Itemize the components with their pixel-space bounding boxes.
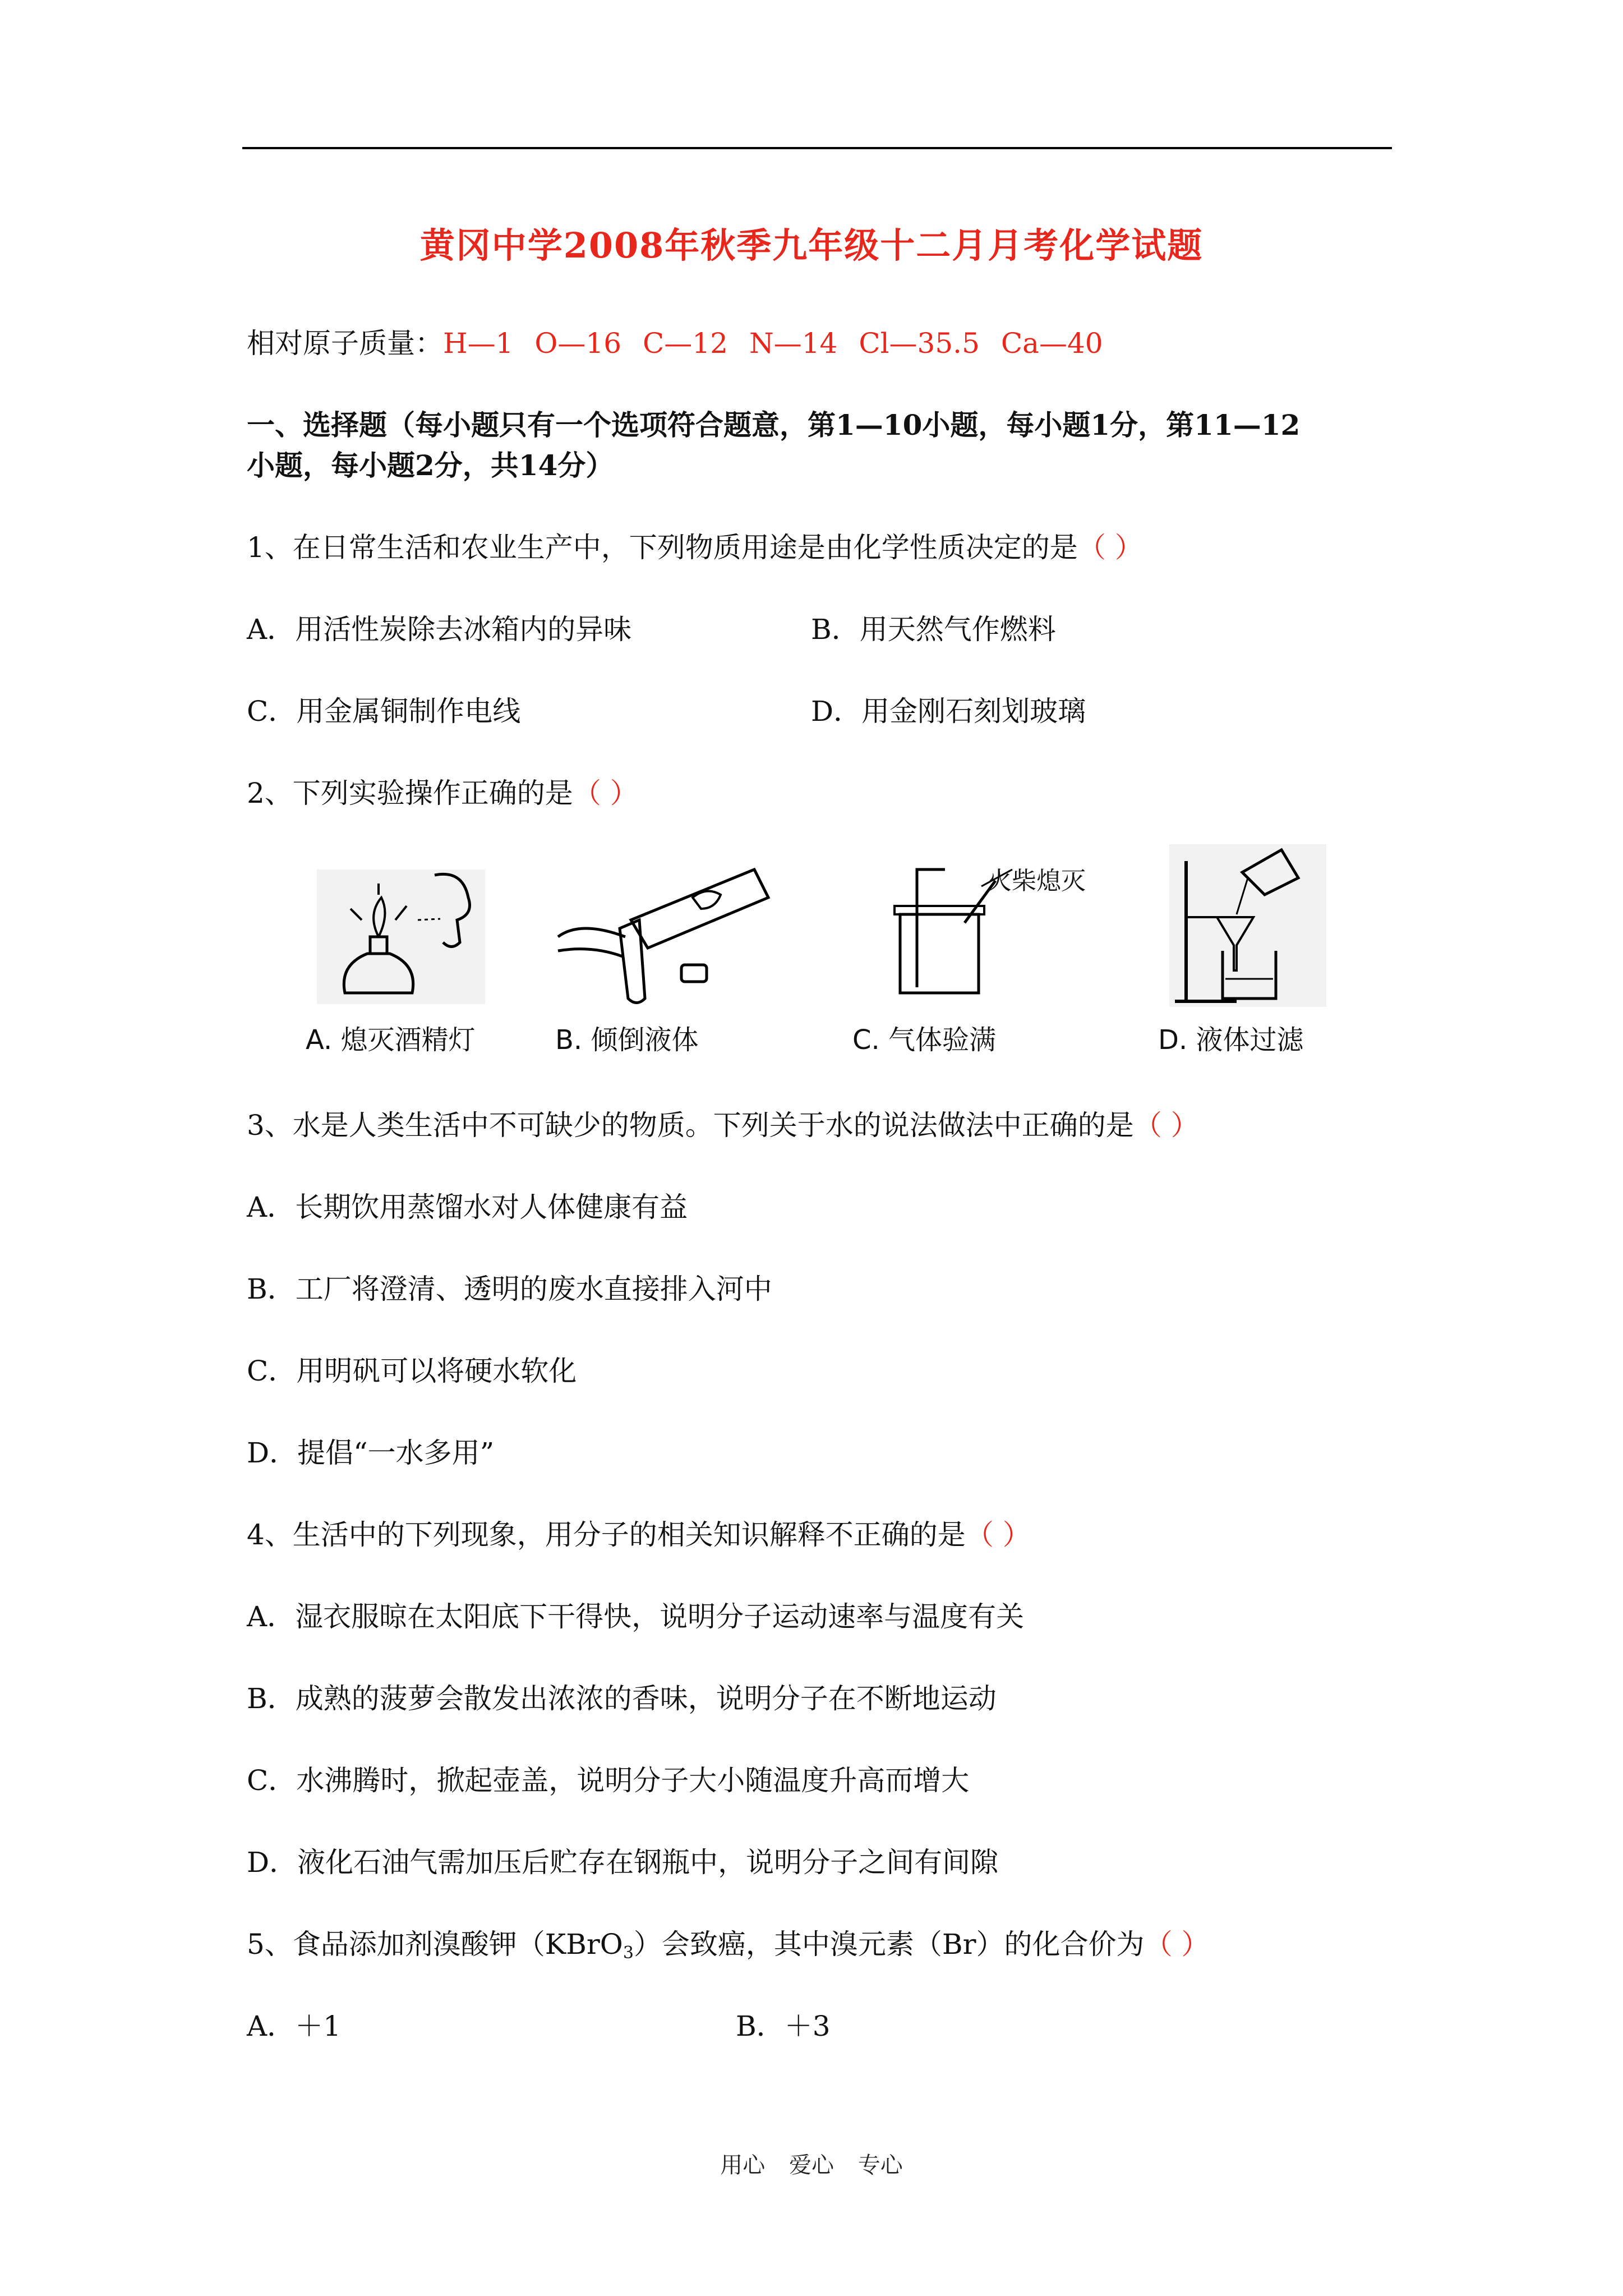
q2-stem <box>247 776 638 810</box>
q3-answer-paren: （ ） <box>1133 1109 1199 1142</box>
q5-answer-paren: （ ） <box>1144 1928 1210 1961</box>
q3-option-d: D．提倡“一水多用” <box>247 1437 495 1469</box>
q4-option-d: D．液化石油气需加压后贮存在钢瓶中，说明分子之间有间隙 <box>247 1846 999 1879</box>
lab-caption-c: C. 气体验满 <box>852 1024 997 1056</box>
pouring-liquid-illustration <box>547 853 782 1010</box>
header-rule <box>242 147 1392 149</box>
q1-stem <box>247 531 1143 564</box>
q1-option-c: C．用金属铜制作电线 <box>247 695 521 728</box>
atomic-mass-values <box>443 327 1124 360</box>
match-out-note: 火柴熄灭 <box>987 867 1086 895</box>
mass-h: H—1 <box>443 327 514 360</box>
q3-option-c: C．用明矾可以将硬水软化 <box>247 1355 577 1387</box>
lab-caption-b: B. 倾倒液体 <box>555 1024 699 1056</box>
filtration-illustration <box>1164 839 1332 1013</box>
q3-stem <box>247 1108 1199 1142</box>
q1-option-b: B．用天然气作燃料 <box>811 613 1056 646</box>
q5-stem-pre: 5、食品添加剂溴酸钾（KBrO <box>247 1928 623 1961</box>
q2-figure <box>306 853 1332 1066</box>
q4-stem <box>247 1518 1031 1552</box>
q3-stem-text: 3、水是人类生活中不可缺少的物质。下列关于水的说法做法中正确的是 <box>247 1109 1134 1142</box>
mass-ca: Ca—40 <box>1000 327 1103 360</box>
q5-subscript: 3 <box>623 1943 634 1963</box>
q4-option-c: C．水沸腾时，掀起壶盖，说明分子大小随温度升高而增大 <box>247 1764 970 1797</box>
atomic-mass-label: 相对原子质量： <box>247 327 443 360</box>
mass-o: O—16 <box>534 327 622 360</box>
q5-stem <box>247 1927 1209 1970</box>
section-heading-line1: 一、选择题（每小题只有一个选项符合题意，第1—10小题，每小题1分，第11—12 <box>247 408 1301 441</box>
q4-option-b: B．成熟的菠萝会散发出浓浓的香味，说明分子在不断地运动 <box>247 1682 997 1715</box>
q3-option-a: A．长期饮用蒸馏水对人体健康有益 <box>247 1191 688 1223</box>
q5-option-a: A．＋1 <box>247 2010 341 2042</box>
mass-cl: Cl—35.5 <box>859 327 980 360</box>
q2-answer-paren: （ ） <box>573 777 638 809</box>
q1-option-d: D．用金刚石刻划玻璃 <box>811 695 1086 728</box>
q4-stem-text: 4、生活中的下列现象，用分子的相关知识解释不正确的是 <box>247 1519 966 1551</box>
mass-n: N—14 <box>749 327 838 360</box>
section-heading-line2: 小题，每小题2分，共14分） <box>247 449 614 482</box>
q3-option-b: B．工厂将澄清、透明的废水直接排入河中 <box>247 1273 772 1305</box>
q4-answer-paren: （ ） <box>965 1519 1031 1551</box>
q1-stem-text: 1、在日常生活和农业生产中，下列物质用途是由化学性质决定的是 <box>247 531 1078 564</box>
q1-answer-paren: （ ） <box>1077 531 1143 564</box>
page-title: 黄冈中学2008年秋季九年级十二月月考化学试题 <box>419 225 1204 266</box>
atomic-mass-line <box>247 326 1124 360</box>
q1-option-a: A．用活性炭除去冰箱内的异味 <box>247 613 632 646</box>
lab-caption-d: D. 液体过滤 <box>1158 1024 1304 1056</box>
q5-option-b: B．＋3 <box>736 2010 831 2042</box>
q2-stem-text: 2、下列实验操作正确的是 <box>247 777 573 809</box>
page-footer: 用心 爱心 专心 <box>720 2152 903 2178</box>
q5-stem-post: ）会致癌，其中溴元素（Br）的化合价为 <box>633 1928 1145 1961</box>
q4-option-a: A．湿衣服晾在太阳底下干得快，说明分子运动速率与温度有关 <box>247 1600 1025 1633</box>
alcohol-lamp-illustration <box>306 853 508 1010</box>
lab-caption-a: A. 熄灭酒精灯 <box>306 1024 476 1056</box>
mass-c: C—12 <box>643 327 728 360</box>
